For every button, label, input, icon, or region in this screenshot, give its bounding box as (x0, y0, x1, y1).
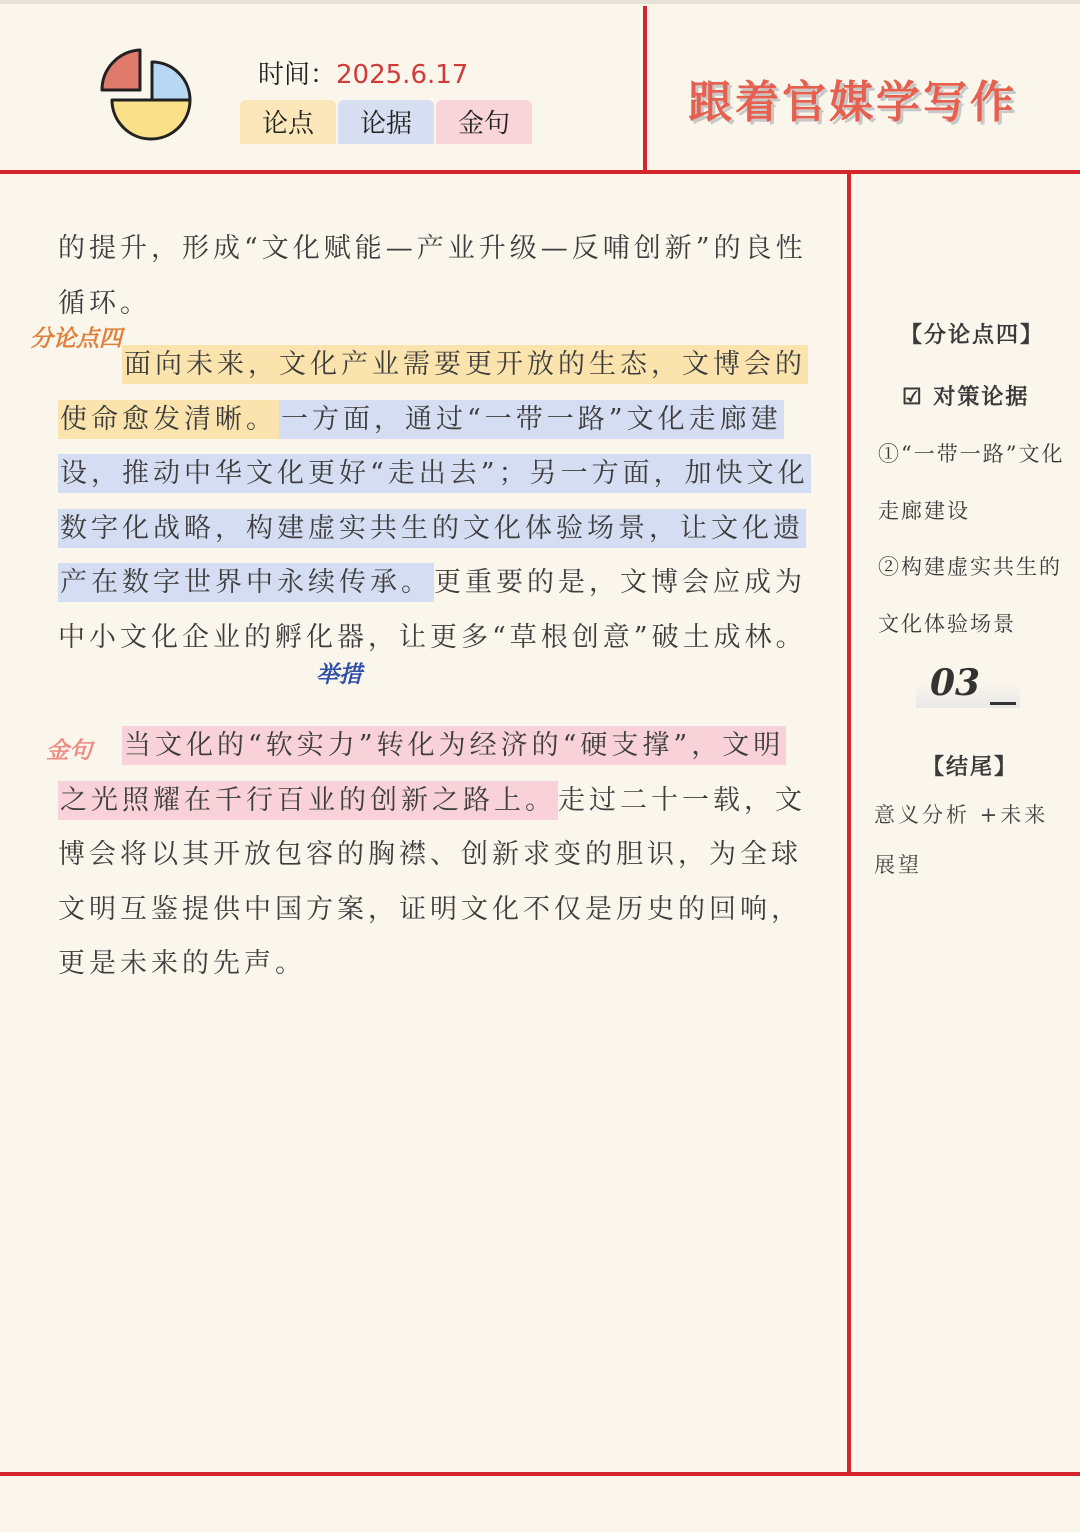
highlight-argument: 面向未来，文化产业需要更开放的生态，文博会的使命愈发清晰。 (58, 345, 808, 439)
header-rule (0, 170, 1080, 174)
brand-title: 跟着官媒学写作 (688, 77, 1017, 128)
pie-chart-icon (98, 44, 196, 144)
sidebar-number (916, 664, 1020, 708)
footer-rule (0, 1472, 1080, 1476)
tag-evidence: 论据 (338, 100, 434, 144)
tag-argument: 论点 (240, 100, 336, 144)
paragraph-3 (58, 719, 814, 992)
sidebar-item-1: ①“一带一路”文化走廊建设 (878, 442, 1065, 523)
highlight-golden-sentence: 当文化的“软实力”转化为经济的“硬支撑”，文明之光照耀在千行百业的创新之路上。 (58, 726, 786, 820)
paragraph-3-tail: 走过二十一载，文博会将以其开放包容的胸襟、创新求变的胆识，为全球文明互鉴提供中国方案，证明文化不仅是历史的回响，更是未来的先声。 (58, 784, 806, 979)
sidebar-ending-title: 【结尾】 (922, 754, 1019, 780)
sidebar-check-label: ☑ 对策论据 (902, 384, 1030, 410)
legend-tags (240, 100, 532, 144)
paragraph-1 (58, 222, 814, 331)
tag-golden-sentence: 金句 (436, 100, 532, 144)
note-sub-argument: 分论点四 (30, 326, 122, 352)
date-line (258, 54, 468, 91)
sidebar-list (878, 426, 1068, 652)
top-border (0, 0, 1080, 4)
paragraph-1-text: 的提升，形成“文化赋能—产业升级—反哺创新”的良性循环。 (58, 233, 807, 319)
paragraph-2 (58, 338, 814, 665)
note-measures: 举措 (316, 662, 362, 688)
sidebar-section-title: 【分论点四】 (900, 322, 1045, 348)
sidebar-divider (847, 172, 851, 1474)
date-value: 2025.6.17 (336, 60, 469, 90)
sidebar-number-text: 03 (930, 662, 981, 704)
date-label: 时间： (258, 60, 337, 90)
sidebar-item-2: ②构建虚实共生的文化体验场景 (878, 555, 1062, 636)
highlight-evidence: 一方面，通过“一带一路”文化走廊建设，推动中华文化更好“走出去”；另一方面，加快文化数字化战略，构建虚实共生的文化体验场景，让文化遗产在数字世界中永续传承。 (58, 400, 811, 603)
paragraph-2-tail: 更重要的是，文博会应成为中小文化企业的孵化器，让更多“草根创意”破土成林。 (58, 567, 807, 653)
sidebar-ending-text: 意义分析 +未来展望 (874, 803, 1049, 877)
header-divider (643, 6, 647, 172)
note-golden-sentence: 金句 (46, 738, 92, 764)
